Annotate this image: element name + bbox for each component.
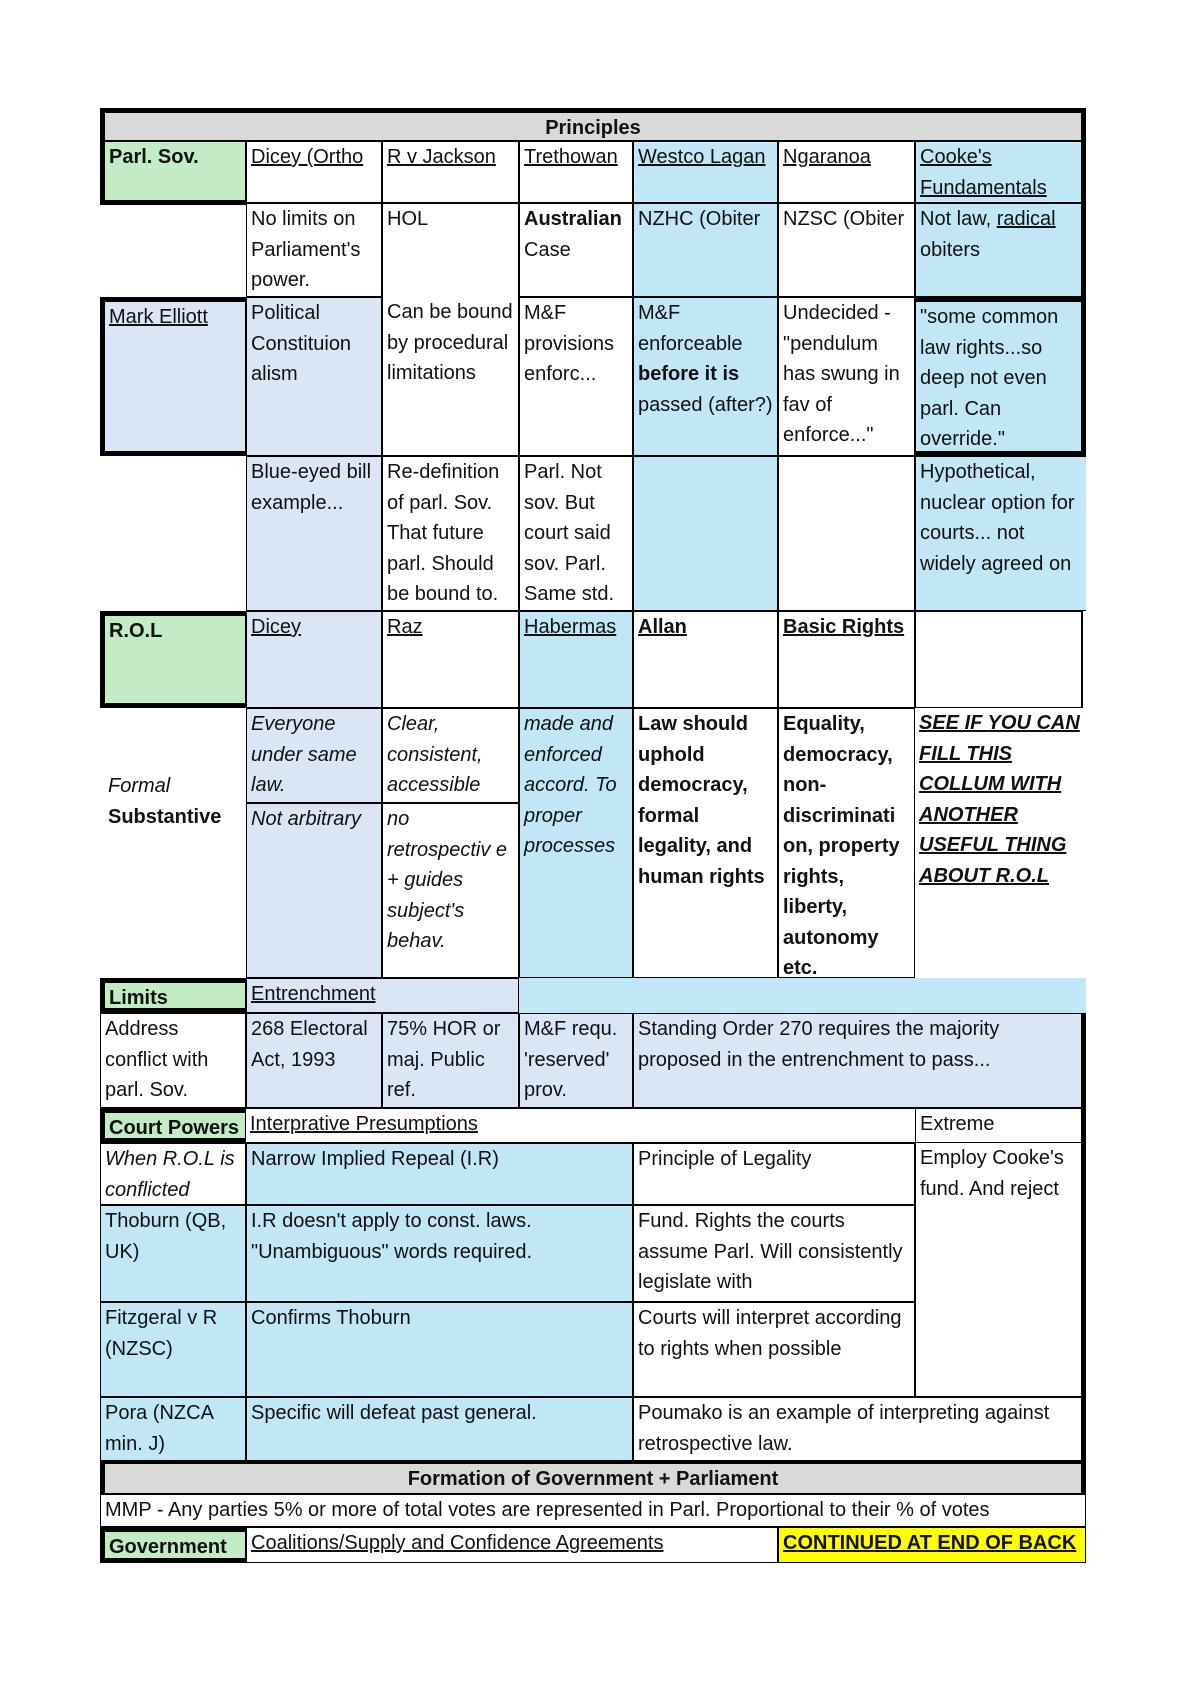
- court-powers-label: Court Powers: [100, 1108, 246, 1143]
- limits-blank: [519, 978, 1086, 1013]
- formation-heading: Formation of Government + Parliament: [100, 1461, 1086, 1494]
- header-trethowan: Trethowan: [519, 141, 633, 203]
- extreme-text: Employ Cooke's fund. And reject: [915, 1143, 1086, 1397]
- ngaranoa-row3: [778, 456, 915, 611]
- rol-note: SEE IF YOU CAN FILL THIS COLLUM WITH ANOTHER USEFUL THING ABOUT R.O.L: [919, 712, 1080, 887]
- parl-sov-row1-label: [100, 205, 246, 297]
- ngaranoa-row2: Undecided - "pendulum has swung in fav of enforce...": [778, 297, 915, 456]
- westco-row2-text: M&F enforceable: [638, 302, 743, 355]
- dicey-row1: No limits on Parliament's power.: [246, 203, 382, 297]
- header-westco-lagan: Westco Lagan: [633, 141, 778, 203]
- rol-header-empty: [915, 611, 1083, 708]
- mmp-text: MMP - Any parties 5% or more of total votes are represented in Parl. Proportional to their % of votes: [100, 1494, 1086, 1527]
- cooke-row1-underline: radical: [996, 208, 1056, 230]
- westco-row2: [633, 297, 778, 456]
- trethowan-row3: Parl. Not sov. But court said sov. Parl. Same std.: [519, 456, 633, 611]
- fitzgeral-right: Courts will interpret according to rights when possible: [633, 1302, 915, 1397]
- electoral-act-cell: 268 Electoral Act, 1993: [246, 1013, 382, 1108]
- raz-formal: Clear, consistent, accessible: [382, 708, 519, 803]
- principles-heading: Principles: [100, 108, 1086, 141]
- westco-row2-bold: before it is: [638, 363, 740, 385]
- jackson-row3: Re-definition of parl. Sov. That future parl. Should be bound to.: [382, 456, 519, 611]
- cooke-row3: Hypothetical, nuclear option for courts... not widely agreed on: [915, 456, 1086, 611]
- ngaranoa-row1: NZSC (Obiter: [778, 203, 915, 297]
- substantive-label: Substantive: [108, 806, 222, 828]
- hor-ref-cell: 75% HOR or maj. Public ref.: [382, 1013, 519, 1108]
- jackson-row2: Can be bound by procedural limitations: [382, 297, 519, 456]
- westco-row2-tail: passed: [638, 393, 703, 416]
- extreme-label: Extreme: [915, 1108, 1086, 1143]
- cooke-row1: [915, 203, 1086, 297]
- dicey-row3: Blue-eyed bill example...: [246, 456, 382, 611]
- dicey-formal: Everyone under same law.: [246, 708, 382, 803]
- entrenchment-label: Entrenchment: [246, 978, 519, 1013]
- jackson-row1: HOL: [382, 203, 519, 297]
- thoburn-left: I.R doesn't apply to const. laws. "Unambiguous" words required.: [246, 1205, 633, 1302]
- cooke-row2: "some common law rights...so deep not even parl. Can override.": [915, 297, 1086, 456]
- thoburn-case: Thoburn (QB, UK): [100, 1205, 246, 1302]
- principle-of-legality: Principle of Legality: [633, 1143, 915, 1205]
- narrow-implied-repeal: Narrow Implied Repeal (I.R): [246, 1143, 633, 1205]
- mark-elliott-label: Mark Elliott: [100, 297, 246, 456]
- westco-row2-after: (after?): [708, 393, 773, 416]
- cooke-row1-text: obiters: [920, 238, 981, 261]
- trethowan-row1: [519, 203, 633, 297]
- header-ngaranoa: Ngaranoa: [778, 141, 915, 203]
- rol-label: R.O.L: [100, 611, 246, 708]
- continued-note: CONTINUED AT END OF BACK: [778, 1527, 1086, 1563]
- government-label: Government: [100, 1527, 246, 1563]
- pora-right: Poumako is an example of interpreting against retrospective law.: [633, 1397, 1086, 1461]
- interpretive-presumptions: Interprative Presumptions: [246, 1108, 915, 1143]
- coalitions-text: Coalitions/Supply and Confidence Agreements: [246, 1527, 778, 1563]
- rol-header-basic-rights: Basic Rights: [778, 611, 915, 708]
- standing-order-cell: Standing Order 270 requires the majority proposed in the entrenchment to pass...: [633, 1013, 1086, 1108]
- cooke-row1-prefix: Not law,: [920, 208, 997, 230]
- address-conflict-label: Address conflict with parl. Sov.: [100, 1013, 246, 1108]
- habermas-text: made and enforced accord. To proper processes: [519, 708, 633, 978]
- formal-label: Formal: [108, 775, 171, 797]
- pora-left: Specific will defeat past general.: [246, 1397, 633, 1461]
- rol-type-labels: [100, 708, 246, 978]
- rol-header-allan: Allan: [633, 611, 778, 708]
- trethowan-row1-bold: Australian: [524, 208, 622, 230]
- thoburn-right: Fund. Rights the courts assume Parl. Will consistently legislate with: [633, 1205, 915, 1302]
- parl-sov-row3-label: [100, 456, 246, 611]
- westco-row1: NZHC (Obiter: [633, 203, 778, 297]
- fitzgeral-left: Confirms Thoburn: [246, 1302, 633, 1397]
- rol-header-habermas: Habermas: [519, 611, 633, 708]
- limits-label: Limits: [100, 978, 246, 1013]
- westco-row3: [633, 456, 778, 611]
- when-rol-label: When R.O.L is conflicted: [100, 1143, 246, 1205]
- rol-header-raz: Raz: [382, 611, 519, 708]
- pora-case: Pora (NZCA min. J): [100, 1397, 246, 1461]
- header-cooke: Cooke's Fundamentals: [915, 141, 1086, 203]
- header-dicey: Dicey (Ortho: [246, 141, 382, 203]
- dicey-substantive: Not arbitrary: [246, 803, 382, 978]
- fitzgeral-case: Fitzgeral v R (NZSC): [100, 1302, 246, 1397]
- rol-header-dicey: Dicey: [246, 611, 382, 708]
- raz-substantive: no retrospectiv e + guides subject's behav.: [382, 803, 519, 978]
- basic-rights-text: Equality, democracy, non-discriminati on, property rights, liberty, autonomy etc.: [778, 708, 915, 978]
- parl-sov-label: Parl. Sov.: [100, 141, 246, 205]
- mf-reserved-cell: M&F requ. 'reserved' prov.: [519, 1013, 633, 1108]
- dicey-row2: Political Constituion alism: [246, 297, 382, 456]
- allan-text: Law should uphold democracy, formal legality, and human rights: [633, 708, 778, 978]
- trethowan-row1-text: Case: [524, 238, 571, 261]
- trethowan-row2: M&F provisions enforc...: [519, 297, 633, 456]
- header-jackson: R v Jackson: [382, 141, 519, 203]
